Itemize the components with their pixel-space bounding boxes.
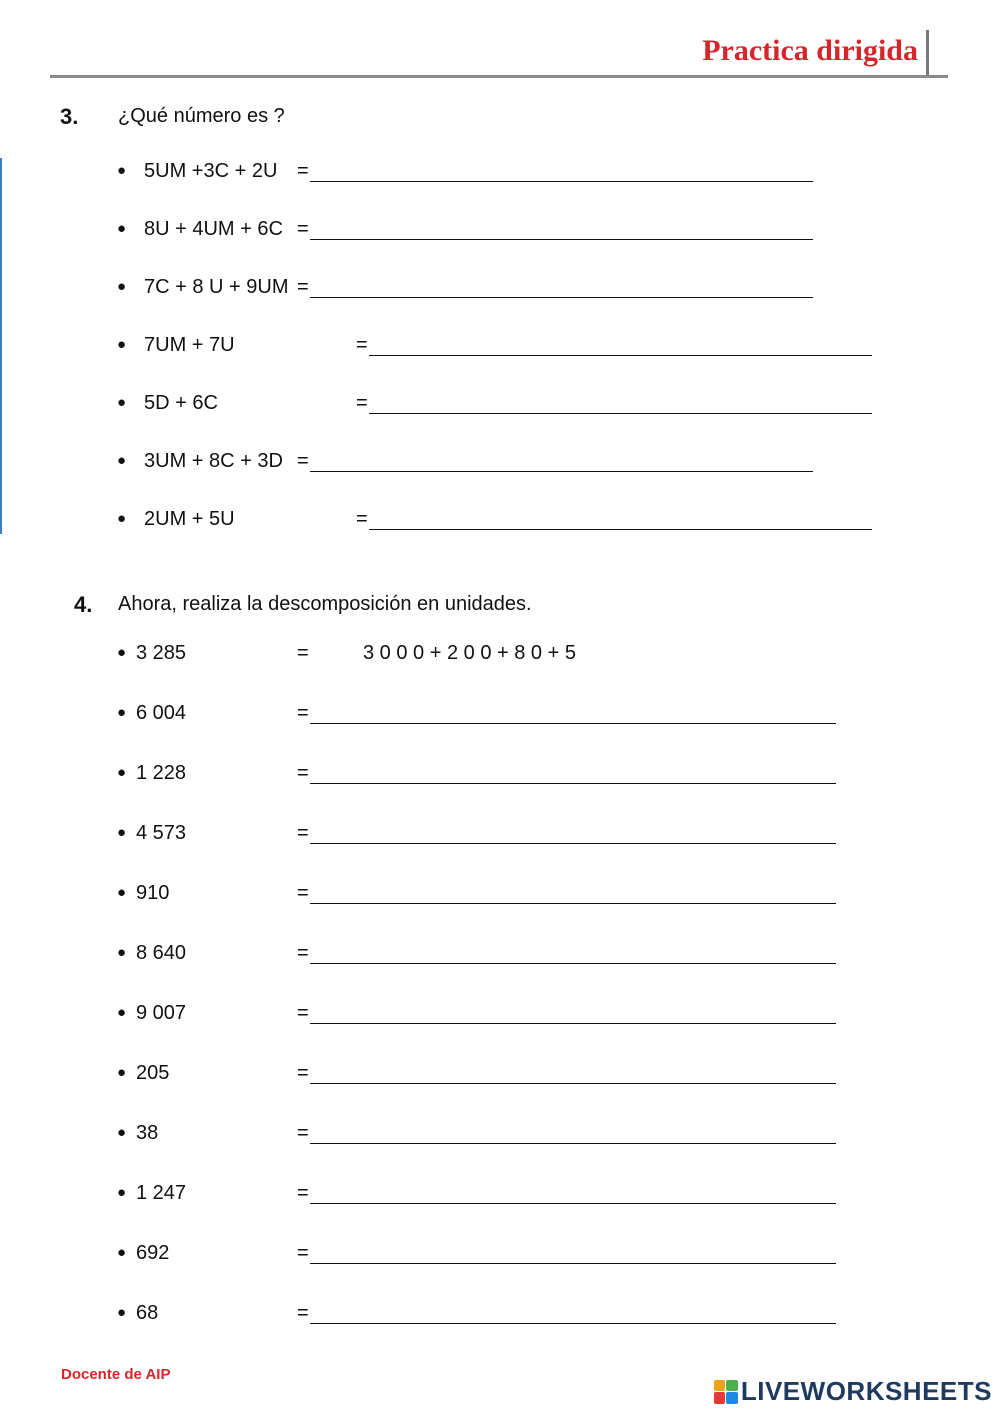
bullet-icon: ● — [117, 220, 127, 237]
q4-answer-blank[interactable] — [310, 843, 836, 844]
q3-equals: = — [297, 450, 309, 472]
bullet-icon: ● — [117, 278, 127, 295]
q3-equals: = — [297, 218, 309, 240]
q4-example-answer: 3 0 0 0 + 2 0 0 + 8 0 + 5 — [363, 642, 576, 664]
q3-expression: 5D + 6C — [144, 392, 218, 414]
question-3-prompt: ¿Qué número es ? — [118, 105, 285, 127]
q4-answer-blank[interactable] — [310, 723, 836, 724]
bullet-icon: ● — [117, 704, 127, 721]
q3-equals: = — [297, 276, 309, 298]
q4-equals: = — [297, 1182, 309, 1204]
q4-equals: = — [297, 762, 309, 784]
q4-answer-blank[interactable] — [310, 1203, 836, 1204]
bullet-icon: ● — [117, 1244, 127, 1261]
q3-equals: = — [356, 392, 368, 414]
q4-number: 692 — [136, 1242, 170, 1264]
brand-text: LIVEWORKSHEETS — [740, 1376, 992, 1406]
q4-number: 6 004 — [136, 702, 187, 724]
bullet-icon: ● — [117, 1004, 127, 1021]
q3-answer-blank[interactable] — [369, 355, 872, 356]
bullet-icon: ● — [117, 884, 127, 901]
q4-number: 910 — [136, 882, 170, 904]
q4-number: 3 285 — [136, 642, 187, 664]
q4-number: 8 640 — [136, 942, 187, 964]
q3-expression: 3UM + 8C + 3D — [144, 450, 283, 472]
header-divider — [926, 30, 929, 76]
question-3-number: 3. — [60, 104, 79, 129]
margin-bar — [0, 158, 2, 534]
q4-answer-blank[interactable] — [310, 1143, 836, 1144]
q3-expression: 5UM +3C + 2U — [144, 160, 278, 182]
q4-answer-blank[interactable] — [310, 963, 836, 964]
q4-equals: = — [297, 1302, 309, 1324]
q4-answer-blank[interactable] — [310, 1263, 836, 1264]
brand-logo — [714, 1376, 992, 1407]
liveworksheets-icon — [714, 1380, 738, 1404]
q4-equals: = — [297, 882, 309, 904]
q4-equals: = — [297, 642, 309, 664]
bullet-icon: ● — [117, 394, 127, 411]
q3-expression: 7C + 8 U + 9UM — [144, 276, 289, 298]
q4-number: 1 247 — [136, 1182, 187, 1204]
bullet-icon: ● — [117, 162, 127, 179]
q3-expression: 2UM + 5U — [144, 508, 235, 530]
q4-equals: = — [297, 1002, 309, 1024]
bullet-icon: ● — [117, 944, 127, 961]
q4-number: 4 573 — [136, 822, 187, 844]
question-4-number: 4. — [74, 592, 93, 617]
page-title: Practica dirigida — [702, 34, 918, 67]
bullet-icon: ● — [117, 644, 127, 661]
q3-equals: = — [297, 160, 309, 182]
q4-equals: = — [297, 702, 309, 724]
q3-answer-blank[interactable] — [310, 297, 813, 298]
q4-number: 9 007 — [136, 1002, 187, 1024]
q3-answer-blank[interactable] — [369, 413, 872, 414]
q3-expression: 7UM + 7U — [144, 334, 235, 356]
question-4-prompt: Ahora, realiza la descomposición en unidades. — [118, 593, 532, 615]
bullet-icon: ● — [117, 510, 127, 527]
bullet-icon: ● — [117, 1064, 127, 1081]
q4-number: 38 — [136, 1122, 159, 1144]
q3-answer-blank[interactable] — [310, 471, 813, 472]
q4-answer-blank[interactable] — [310, 1023, 836, 1024]
bullet-icon: ● — [117, 764, 127, 781]
q4-answer-blank[interactable] — [310, 903, 836, 904]
q4-equals: = — [297, 1122, 309, 1144]
q3-answer-blank[interactable] — [310, 239, 813, 240]
q3-equals: = — [356, 334, 368, 356]
q4-answer-blank[interactable] — [310, 1323, 836, 1324]
q4-answer-blank[interactable] — [310, 783, 836, 784]
bullet-icon: ● — [117, 336, 127, 353]
q3-answer-blank[interactable] — [310, 181, 813, 182]
q4-number: 68 — [136, 1302, 159, 1324]
q4-equals: = — [297, 942, 309, 964]
bullet-icon: ● — [117, 1184, 127, 1201]
bullet-icon: ● — [117, 452, 127, 469]
bullet-icon: ● — [117, 1304, 127, 1321]
author-label: Docente de AIP — [61, 1366, 171, 1383]
q3-equals: = — [356, 508, 368, 530]
bullet-icon: ● — [117, 1124, 127, 1141]
q3-expression: 8U + 4UM + 6C — [144, 218, 283, 240]
q4-equals: = — [297, 1242, 309, 1264]
q4-equals: = — [297, 822, 309, 844]
q4-number: 1 228 — [136, 762, 187, 784]
q4-answer-blank[interactable] — [310, 1083, 836, 1084]
bullet-icon: ● — [117, 824, 127, 841]
q3-answer-blank[interactable] — [369, 529, 872, 530]
q4-equals: = — [297, 1062, 309, 1084]
header-rule — [50, 75, 948, 78]
q4-number: 205 — [136, 1062, 170, 1084]
